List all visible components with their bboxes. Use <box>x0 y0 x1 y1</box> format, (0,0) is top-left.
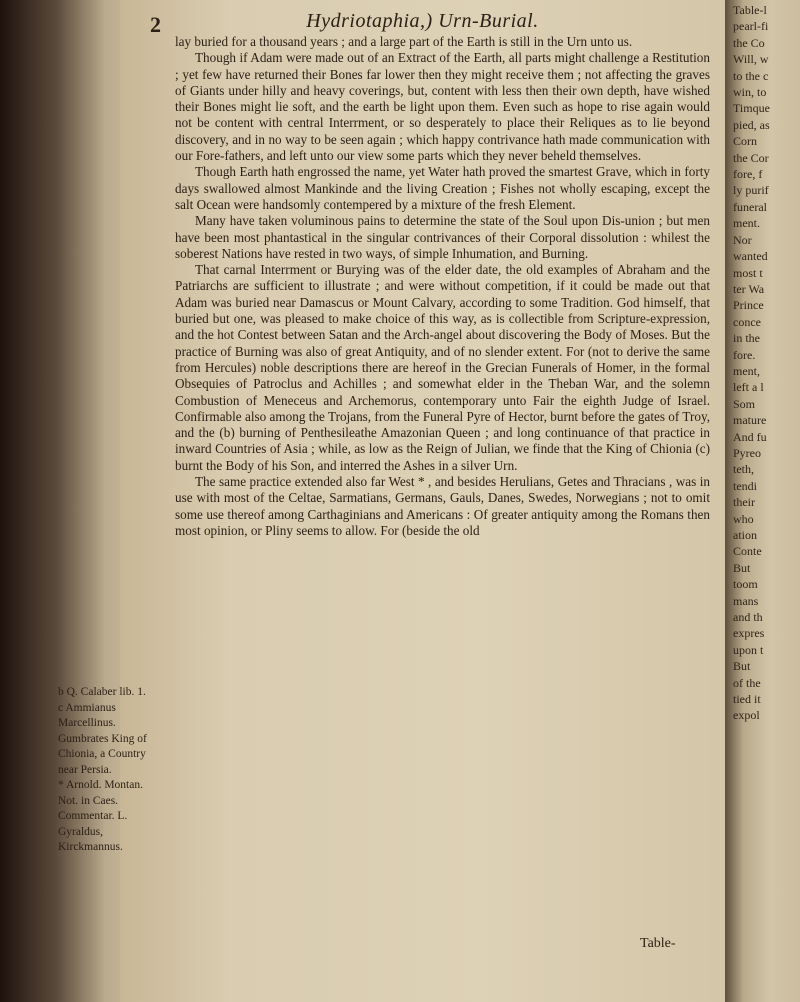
paragraph: lay buried for a thousand years ; and a large part of the Earth is still in the Urn unto us. <box>175 34 633 49</box>
facing-line: expres <box>733 626 765 641</box>
facing-line: pied, as <box>733 117 770 132</box>
facing-line: funeral <box>733 199 767 214</box>
facing-line: Pyreo <box>733 445 761 460</box>
facing-line: win, to <box>733 85 767 100</box>
facing-line: ly purif <box>733 183 769 198</box>
margin-note: c Ammianus Marcellinus. Gumbrates King of Chionia, a Country near Persia. <box>58 701 147 776</box>
facing-line: ter Wa <box>733 281 765 296</box>
facing-line: in the <box>733 331 760 346</box>
facing-line: mature <box>733 413 767 428</box>
catchword: Table- <box>640 936 676 951</box>
facing-line: fore, f <box>733 167 763 182</box>
facing-line: upon t <box>733 642 764 657</box>
running-head: Hydriotaphia,) Urn-Burial. <box>306 10 539 32</box>
paragraph: Many have taken voluminous pains to determine the state of the Soul upon Dis-union ; but men have been most phantastical in the singular contrivances of their Corporal dissolution : whilest the soberest Nations have rested in two ways, of simple Inhumation, and Burning. <box>175 213 710 261</box>
facing-line: wanted <box>733 249 768 264</box>
facing-line: of the <box>733 675 761 690</box>
book-page <box>58 0 725 1002</box>
facing-line: ation <box>733 528 757 542</box>
facing-line: Timque <box>733 101 770 116</box>
facing-line: who <box>733 511 754 526</box>
facing-line: conce <box>733 314 761 329</box>
facing-line: to the c <box>733 68 769 83</box>
facing-line: Will, w <box>733 52 769 67</box>
facing-line: mans <box>733 593 759 608</box>
page-number: 2 <box>150 12 161 37</box>
facing-line: ment, <box>733 363 760 378</box>
facing-line: expol <box>733 708 760 723</box>
facing-line: and th <box>733 610 763 625</box>
facing-page <box>725 0 800 1002</box>
paragraph: Though Earth hath engrossed the name, yet Water hath proved the smartest Grave, which in forty days swallowed almost Mankinde and the living Creation ; Fishes not wholly escaping, except the salt Ocean were handsomly contempered by a mixture of the fresh Element. <box>175 164 710 212</box>
facing-line: tendi <box>733 478 757 493</box>
facing-line: the Co <box>733 35 765 50</box>
facing-line: But <box>733 659 751 674</box>
paragraph: The same practice extended also far West * , and besides Herulians, Getes and Thracians , was in use with most of the Celtae, Sarmatians, Germans, Gauls, Danes, Swedes, Norwegians ; not to omit some use thereof among Carthaginians and Americans : Of greater antiquity among the Romans then most opinion, or Pliny seems to allow. For (beside the old <box>175 474 710 538</box>
facing-line: ment. <box>733 216 760 231</box>
facing-line: Som <box>733 396 756 411</box>
margin-note: b Q. Calaber lib. 1. <box>58 686 146 698</box>
facing-line: the Cor <box>733 150 769 165</box>
margin-note: * Arnold. Montan. Not. in Caes. Commentar. L. Gyraldus, Kirckmannus. <box>58 779 143 853</box>
facing-line: Corn <box>733 134 757 149</box>
facing-line: And fu <box>733 429 767 444</box>
facing-line: their <box>733 495 755 510</box>
facing-line: Conte <box>733 544 762 559</box>
facing-line: But <box>733 560 751 575</box>
facing-line: Table-l <box>733 3 767 17</box>
facing-line: most t <box>733 265 763 280</box>
paragraph: That carnal Interrment or Burying was of the elder date, the old examples of Abraham and the Patriarchs are sufficient to illustrate ; and were without competition, if it could be made out that Adam was buried near Damascus or Mount Calvary, according to some Tradition. God himself, that buried but one, was pleased to make choice of this way, as is collectible from Scripture-expression, and the hot Contest between Satan and the Arch-angel about discovering the Body of Moses. But the practice of Burning was also of great Antiquity, and of no slender extent. For (not to derive the same from Hercules) noble descriptions there are hereof in the Grecian Funerals of Homer, in the formal Obsequies of Patroclus and Achilles ; and somewhat elder in the Theban War, and the solemn Combustion of Meneceus and Archemorus, contemporary unto Fair the eighth Judge of Israel. Confirmable also among the Trojans, from the Funeral Pyre of Hector, burnt before the gates of Troy, and the (b) burning of Penthesileathe Amazonian Queen ; and long continuance of that practice in inward Countries of Asia ; while, as low as the Reign of Julian, we finde that the King of Chionia (c) burnt the Body of his Son, and interred the Ashes in a silver Urn. <box>175 262 710 473</box>
facing-line: pearl-fi <box>733 19 769 34</box>
paragraph: Though if Adam were made out of an Extract of the Earth, all parts might challenge a Restitution ; yet few have returned their Bones far lower then they might receive them ; not affecting the graves of Giants under hilly and heavy coverings, but, content with less then their own depth, have wished their Bones might lie soft, and the earth be light upon them. Even such as hope to rise again would not be content with central Interrment, or so desperately to place their Reliques as to lie beyond discovery, and in no way to be seen again ; which happy contrivance hath made communication with our Fore-fathers, and left unto our view some parts which they never beheld themselves. <box>175 50 710 164</box>
margin-notes <box>58 685 158 856</box>
facing-line: Prince <box>733 298 764 313</box>
facing-line: fore. <box>733 347 756 362</box>
facing-line: left a l <box>733 380 764 395</box>
facing-page-text <box>733 2 770 724</box>
facing-line: teth, <box>733 462 754 477</box>
facing-line: tied it <box>733 692 761 707</box>
facing-line: toom <box>733 577 758 592</box>
main-text <box>175 34 710 539</box>
facing-line: Nor <box>733 232 752 247</box>
